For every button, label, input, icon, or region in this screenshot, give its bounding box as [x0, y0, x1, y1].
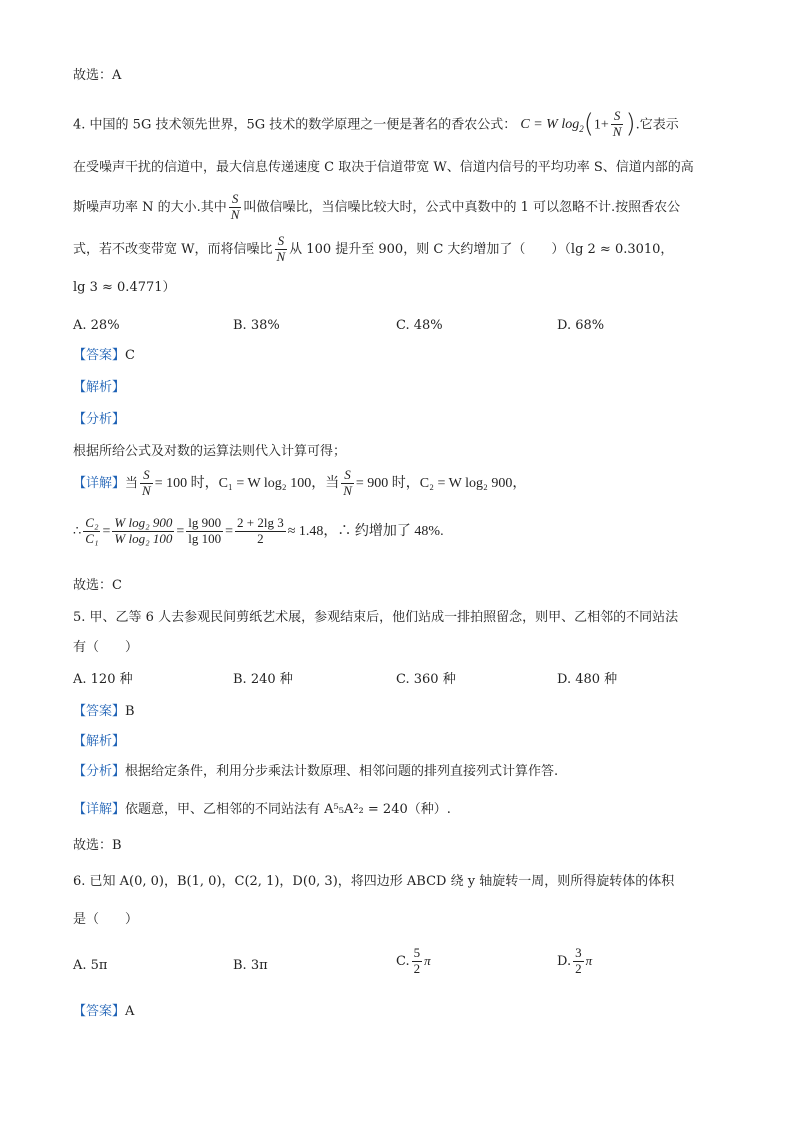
- q4-stem-text: 4. 中国的 5G 技术领先世界，5G 技术的数学原理之一便是著名的香农公式：: [73, 117, 517, 133]
- q6-option-c: C. $\frac{5}{2}$ π: [396, 945, 431, 976]
- q4-detail-line2: ∴ $\frac{\text{C₂}}{\text{C₁}}$ = $\frac{\text{W log₂ 900}}{\text{W log₂ 100}}$ = $\frac{\lg 900}{\lg 100}$ = $\frac{2 + 2\lg 3}{2}$ ≈ 1.48，∴ 约增加了 48%.: [73, 515, 444, 546]
- snr-fraction: $\frac{S}{N}$: [230, 191, 240, 222]
- q6-stem-line1: 6. 已知 A(0, 0)，B(1, 0)，C(2, 1)，D(0, 3)，将四边形 ABCD 绕 y 轴旋转一周，则所得旋转体的体积: [73, 874, 675, 889]
- q5-conclusion: 故选：B: [73, 838, 122, 853]
- q6-answer: 【答案】A: [73, 1004, 135, 1019]
- q4-answer: 【答案】C: [73, 348, 135, 363]
- q4-detail-line1: 【详解】当 $\frac{S}{N}$ = 100 时，C₁ = W log₂ 100，当 $\frac{S}{N}$ = 900 时，C₂ = W log₂ 900，: [73, 467, 527, 498]
- snr-fraction-2: $\frac{S}{N}$: [276, 233, 286, 264]
- q4-stem-line2: 在受噪声干扰的信道中，最大信息传递速度 C 取决于信道带宽 W、信道内信号的平均功率 S、信道内部的高: [73, 160, 694, 175]
- q6-stem-line2: 是（ ）: [73, 912, 139, 927]
- q4-option-d: D. 68%: [557, 318, 605, 333]
- q3-conclusion: 故选：A: [73, 68, 122, 83]
- q5-detail: 【详解】依题意，甲、乙相邻的不同站法有 A⁵₅A²₂ = 240（种）.: [73, 802, 451, 817]
- q4-jiexi-heading: 【解析】: [73, 380, 126, 395]
- q4-stem-line1: 4. 中国的 5G 技术领先世界，5G 技术的数学原理之一便是著名的香农公式： C = W $\log_2(1+$ $\frac{S}{N}$ ).它表示: [73, 108, 679, 140]
- formula-fraction: $\frac{S}{N}$: [612, 108, 622, 140]
- formula-paren-open: (: [583, 109, 594, 139]
- q4-option-c: C. 48%: [396, 318, 443, 333]
- q4-log-values: lg 3 ≈ 0.4771）: [73, 280, 176, 295]
- formula-paren-close: ): [625, 109, 636, 139]
- q5-fenxi: 【分析】根据给定条件，利用分步乘法计数原理、相邻问题的排列直接列式计算作答.: [73, 764, 559, 779]
- q5-jiexi-heading: 【解析】: [73, 734, 126, 749]
- q4-option-a: A. 28%: [73, 318, 120, 333]
- q6-option-d: D. $\frac{3}{2}$ π: [557, 945, 593, 976]
- q4-stem-line4: 式，若不改变带宽 W，而将信噪比 $\frac{S}{N}$ 从 100 提升至 900，则 C 大约增加了（ ）（lg 2 ≈ 0.3010，: [73, 233, 674, 264]
- q5-option-b: B. 240 种: [233, 672, 293, 687]
- q5-option-d: D. 480 种: [557, 672, 618, 687]
- q5-stem-line2: 有（ ）: [73, 640, 139, 655]
- ratio-c2-c1: $\frac{\text{C₂}}{\text{C₁}}$: [85, 515, 99, 546]
- q4-stem-tail: .它表示: [635, 117, 679, 133]
- q4-fenxi-heading: 【分析】: [73, 412, 126, 427]
- q6-option-a: A. 5π: [73, 958, 108, 973]
- q5-option-c: C. 360 种: [396, 672, 456, 687]
- q5-answer: 【答案】B: [73, 704, 135, 719]
- q4-conclusion: 故选：C: [73, 578, 122, 593]
- q4-fenxi-text: 根据所给公式及对数的运算法则代入计算可得；: [73, 444, 347, 459]
- q5-option-a: A. 120 种: [73, 672, 133, 687]
- q6-option-b: B. 3π: [233, 958, 268, 973]
- q5-stem-line1: 5. 甲、乙等 6 人去参观民间剪纸艺术展，参观结束后，他们站成一排拍照留念，则甲、乙相邻的不同站法: [73, 610, 679, 625]
- shannon-formula: C = W $\log_2$: [520, 117, 584, 135]
- q4-stem-line3: 斯噪声功率 N 的大小.其中 $\frac{S}{N}$ 叫做信噪比，当信噪比较大时，公式中真数中的 1 可以忽略不计.按照香农公: [73, 191, 681, 222]
- q4-option-b: B. 38%: [233, 318, 280, 333]
